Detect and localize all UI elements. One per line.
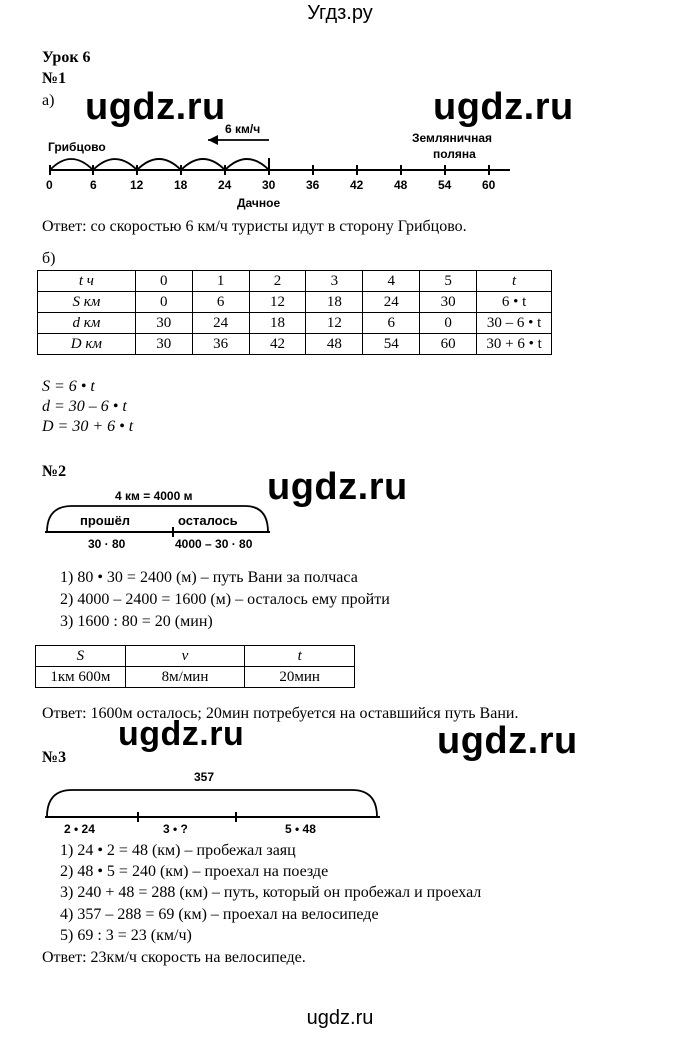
tick-label: 42 [350, 178, 364, 192]
task1-number: №1 [42, 70, 67, 87]
solution-step: 1) 24 • 2 = 48 (км) – пробежал заяц [60, 842, 296, 859]
table-cell: S км [38, 292, 136, 313]
tick-label: 0 [46, 178, 53, 192]
table-cell: 30 – 6 • t [477, 313, 552, 334]
tick-label: 12 [130, 178, 144, 192]
table-cell: 6 • t [477, 292, 552, 313]
tick-label: 30 [262, 178, 276, 192]
table-cell: 24 [363, 292, 420, 313]
table-cell: 60 [420, 334, 477, 355]
table-cell: 6 [192, 292, 249, 313]
solution-step: 2) 48 • 5 = 240 (км) – проехал на поезде [60, 863, 329, 880]
table-cell: 18 [249, 313, 306, 334]
table-cell: 1км 600м [36, 667, 126, 688]
total-distance-label: 357 [194, 770, 215, 784]
table-cell: 48 [306, 334, 363, 355]
table-row [38, 292, 552, 313]
table-cell: 12 [306, 313, 363, 334]
segment-expression: 3 • ? [163, 822, 188, 836]
tick-label: 36 [306, 178, 320, 192]
segment-expression: 2 • 24 [64, 822, 95, 836]
solution-step: 1) 80 • 30 = 2400 (м) – путь Вани за полчаса [60, 569, 358, 586]
task2-path-diagram [40, 500, 280, 540]
tick-label: 24 [218, 178, 232, 192]
right-place-label: поляна [433, 147, 476, 161]
table-cell: 20мин [245, 667, 355, 688]
task2-table [35, 645, 355, 688]
total-distance-label: 4 км = 4000 м [115, 489, 193, 503]
formula: D = 30 + 6 • t [42, 418, 134, 435]
solution-step: 4) 357 – 288 = 69 (км) – проехал на велосипеде [60, 906, 379, 923]
walked-expression: 30 · 80 [88, 537, 126, 551]
formula: S = 6 • t [42, 378, 95, 395]
table-cell: 2 [249, 271, 306, 292]
walked-label: прошёл [80, 513, 131, 528]
table-cell: 0 [135, 271, 192, 292]
tick-label: 18 [174, 178, 188, 192]
solution-step: 3) 240 + 48 = 288 (км) – путь, который он пробежал и проехал [60, 884, 482, 901]
table-cell: d км [38, 313, 136, 334]
table-cell: 0 [135, 292, 192, 313]
table-cell: 30 [135, 313, 192, 334]
table-cell: D км [38, 334, 136, 355]
watermark: ugdz.ru [85, 86, 226, 128]
task1-part-a: а) [42, 92, 55, 109]
table-header-cell: t [245, 646, 355, 667]
table-header-cell: S [36, 646, 126, 667]
tick-label: 48 [394, 178, 408, 192]
table-cell: 6 [363, 313, 420, 334]
table-cell: 30 + 6 • t [477, 334, 552, 355]
table-header-cell: v [125, 646, 245, 667]
table-cell: t [477, 271, 552, 292]
watermark: ugdz.ru [433, 86, 574, 128]
table-row [38, 313, 552, 334]
arrow-head-icon [208, 135, 218, 145]
segment-expression: 5 • 48 [285, 822, 316, 836]
task3-number: №3 [42, 749, 67, 766]
remaining-label: осталось [178, 513, 238, 528]
task2-number: №2 [42, 463, 67, 480]
table-cell: 5 [420, 271, 477, 292]
table-cell: 3 [306, 271, 363, 292]
table-row [38, 334, 552, 355]
watermark: ugdz.ru [118, 715, 245, 753]
solution-step: 2) 4000 – 2400 = 1600 (м) – осталось ему пройти [60, 591, 390, 608]
task1-answer-a: Ответ: со скоростью 6 км/ч туристы идут в сторону Грибцово. [42, 218, 467, 235]
bottom-place-label: Дачное [237, 196, 281, 210]
table-row [36, 667, 355, 688]
task3-path-diagram [40, 783, 385, 823]
tick-marks [50, 158, 489, 175]
watermark: ugdz.ru [267, 466, 408, 508]
site-footer: ugdz.ru [306, 1007, 374, 1029]
speed-label: 6 км/ч [225, 122, 261, 136]
table-cell: 4 [363, 271, 420, 292]
tick-label: 6 [90, 178, 97, 192]
table-cell: 0 [420, 313, 477, 334]
solution-step: 3) 1600 : 80 = 20 (мин) [60, 613, 213, 630]
table-cell: 1 [192, 271, 249, 292]
table-row [38, 271, 552, 292]
site-title: Угдз.ру [307, 2, 373, 24]
left-place-label: Грибцово [48, 140, 106, 154]
task2-answer: Ответ: 1600м осталось; 20мин потребуется на оставшийся путь Вани. [42, 705, 519, 722]
table-cell: 30 [420, 292, 477, 313]
table-cell: t ч [38, 271, 136, 292]
table-row [36, 646, 355, 667]
table-cell: 54 [363, 334, 420, 355]
lesson-title: Урок 6 [42, 49, 91, 66]
table-cell: 8м/мин [125, 667, 245, 688]
tick-label: 60 [482, 178, 496, 192]
formula: d = 30 – 6 • t [42, 398, 127, 415]
tick-label: 54 [438, 178, 452, 192]
task1-part-b: б) [42, 250, 56, 267]
table-cell: 12 [249, 292, 306, 313]
solution-step: 5) 69 : 3 = 23 (км/ч) [60, 927, 192, 944]
task3-answer: Ответ: 23км/ч скорость на велосипеде. [42, 949, 306, 966]
watermark: ugdz.ru [437, 720, 578, 762]
table-cell: 24 [192, 313, 249, 334]
total-arc [47, 790, 377, 817]
table-cell: 42 [249, 334, 306, 355]
table-cell: 18 [306, 292, 363, 313]
table-cell: 36 [192, 334, 249, 355]
table-cell: 30 [135, 334, 192, 355]
task1-table [37, 270, 552, 355]
step-arcs [50, 159, 269, 170]
remaining-expression: 4000 – 30 · 80 [175, 537, 253, 551]
right-place-label: Земляничная [412, 131, 493, 145]
